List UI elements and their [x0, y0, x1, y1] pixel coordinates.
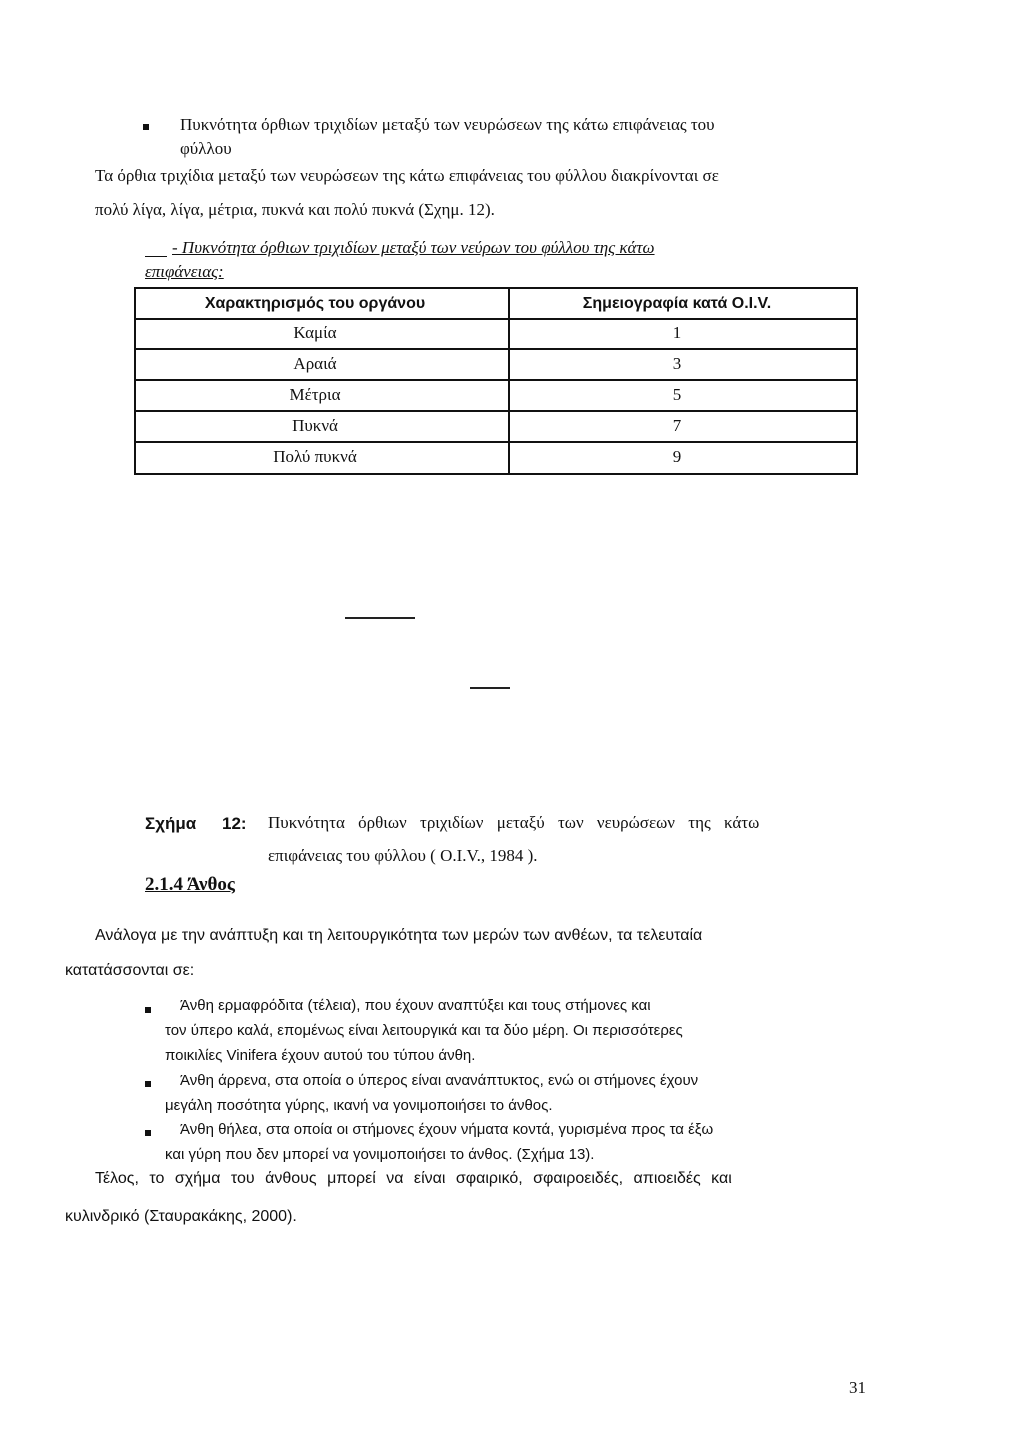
- subheading-line2: επιφάνειας:: [145, 262, 224, 281]
- table-cell-code: 7: [672, 416, 682, 435]
- figure-label-word: Σχήμα: [145, 814, 197, 833]
- bullet-marker: [145, 1081, 151, 1087]
- subheading-leading-rule: [145, 256, 167, 257]
- bullet-1-line1: Άνθη ερμαφρόδιτα (τέλεια), που έχουν αναπτύξει και τους στήμονες και: [180, 997, 651, 1014]
- figure-label: [145, 814, 196, 834]
- bullet-title-line2: φύλλου: [180, 139, 232, 158]
- table-rule: [134, 318, 858, 320]
- intro-line1: Ανάλογα με την ανάπτυξη και τη λειτουργικότητα των μερών των ανθέων, τα τελευταία: [95, 927, 703, 944]
- page-number: 31: [849, 1378, 866, 1397]
- table-cell-code: 5: [672, 385, 682, 404]
- table-cell-code: 9: [672, 447, 682, 466]
- bullet-1-line3: ποικιλίες Vinifera έχουν αυτού του τύπου άνθη.: [165, 1047, 476, 1064]
- table-cell-label: Μέτρια: [289, 385, 341, 404]
- bullet-3-line1: Άνθη θήλεα, στα οποία οι στήμονες έχουν νήματα κοντά, γυρισμένα προς τα έξω: [180, 1121, 714, 1138]
- table-cell-code: 1: [672, 323, 682, 342]
- bullet-marker: [145, 1007, 151, 1013]
- table-header-characterization: Χαρακτηρισμός του οργάνου: [204, 295, 426, 312]
- table-cell-label: Αραιά: [293, 354, 337, 373]
- bullet-2-line1: Άνθη άρρενα, στα οποία ο ύπερος είναι ανανάπτυκτος, ενώ οι στήμονες έχουν: [180, 1072, 699, 1089]
- figure-mark: [345, 617, 415, 619]
- paragraph-line2: πολύ λίγα, λίγα, μέτρια, πυκνά και πολύ πυκνά (Σχημ. 12).: [95, 200, 495, 219]
- figure-caption-line2: επιφάνειας του φύλλου ( O.I.V., 1984 ).: [268, 846, 538, 865]
- section-heading: 2.1.4 Άνθος: [145, 874, 235, 895]
- figure-caption-line1: Πυκνότητα όρθιων τριχιδίων μεταξύ των νευρώσεων της κάτω: [268, 813, 760, 832]
- bullet-title-line1: Πυκνότητα όρθιων τριχιδίων μεταξύ των νευρώσεων της κάτω επιφάνειας του: [180, 115, 715, 134]
- subheading-line1: - Πυκνότητα όρθιων τριχιδίων μεταξύ των νεύρων του φύλλου της κάτω: [172, 238, 655, 257]
- table-cell-label: Πολύ πυκνά: [273, 447, 357, 466]
- intro-line2: κατατάσσονται σε:: [65, 962, 195, 979]
- table-rule: [134, 410, 858, 412]
- table-rule: [134, 348, 858, 350]
- paragraph-line1: Τα όρθια τριχίδια μεταξύ των νευρώσεων της κάτω επιφάνειας του φύλλου διακρίνονται σε: [95, 166, 719, 185]
- bullet-marker: [143, 124, 149, 130]
- table-rule: [134, 473, 858, 475]
- table-header-oiv-code: Σημειογραφία κατά O.I.V.: [582, 295, 772, 312]
- bullet-1-line2: τον ύπερο καλά, επομένως είναι λειτουργικά και τα δύο μέρη. Οι περισσότερες: [165, 1022, 683, 1039]
- table-cell-code: 3: [672, 354, 682, 373]
- table-cell-label: Καμία: [293, 323, 337, 342]
- table-rule: [134, 441, 858, 443]
- table-rule: [134, 287, 858, 289]
- bullet-3-line2: και γύρη που δεν μπορεί να γονιμοποιήσει το άνθος. (Σχήμα 13).: [165, 1146, 595, 1163]
- closing-line1: Τέλος, το σχήμα του άνθους μπορεί να είναι σφαιρικό, σφαιροειδές, απιοειδές και: [95, 1170, 732, 1187]
- bullet-marker: [145, 1130, 151, 1136]
- closing-line2: κυλινδρικό (Σταυρακάκης, 2000).: [65, 1208, 297, 1225]
- table-cell-label: Πυκνά: [292, 416, 338, 435]
- figure-number: 12:: [222, 814, 247, 833]
- hair-density-table: [134, 287, 858, 475]
- figure-mark: [470, 687, 510, 689]
- table-rule: [134, 379, 858, 381]
- bullet-2-line2: μεγάλη ποσότητα γύρης, ικανή να γονιμοποιήσει το άνθος.: [165, 1097, 553, 1114]
